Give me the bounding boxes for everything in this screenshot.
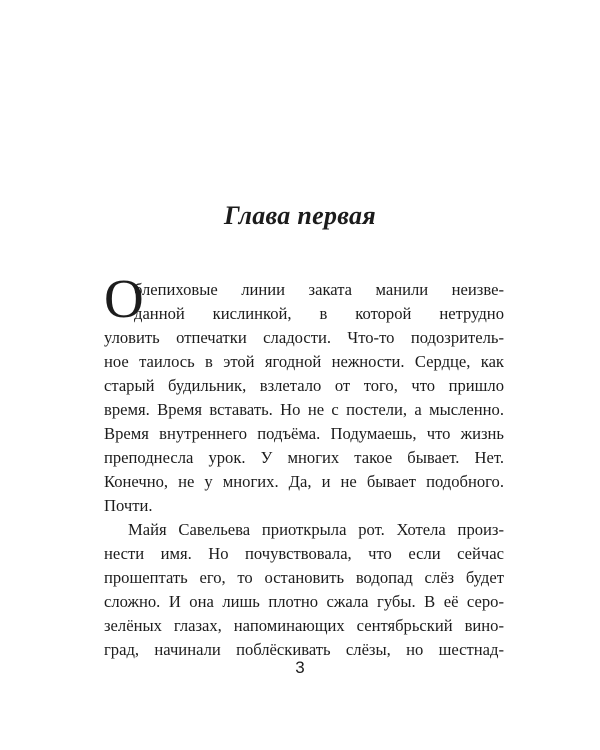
chapter-title: Глава первая [223,201,377,230]
text-line: Майя Савельева приоткрыла рот. Хотела произ- [128,520,504,539]
text-line: блепиховые линии заката манили неизве- [134,280,504,299]
text-line: Время внутреннего подъёма. Подумаешь, что жизнь [104,424,504,443]
text-line: зелёных глазах, напоминающих сентябрьский вино- [104,616,504,635]
paragraph-2 [104,518,504,662]
text-line: Конечно, не у многих. Да, и не бывает подобного. [104,472,504,491]
paragraph-1 [104,268,504,518]
text-line: нести имя. Но почувствовала, что если сейчас [104,544,504,563]
drop-cap-letter: О [104,268,144,329]
text-line: преподнесла урок. У многих такое бывает. Нет. [104,448,504,467]
text-line: уловить отпечатки сладости. Что-то подозритель- [104,328,504,347]
text-line: Почти. [104,496,153,515]
page-number: 3 [295,658,305,677]
chapter-body-text [104,268,504,662]
text-line: старый будильник, взлетало от того, что пришло [104,376,504,395]
text-line: прошептать его, то остановить водопад слёз будет [104,568,504,587]
text-line: град, начинали поблёскивать слёзы, но шестнад- [104,640,504,659]
text-line: данной кислинкой, в которой нетрудно [134,304,504,323]
text-line: время. Время вставать. Но не с постели, а мысленно. [104,400,504,419]
text-line: сложно. И она лишь плотно сжала губы. В её серо- [104,592,504,611]
text-line: ное таилось в этой ягодной нежности. Сердце, как [104,352,504,371]
